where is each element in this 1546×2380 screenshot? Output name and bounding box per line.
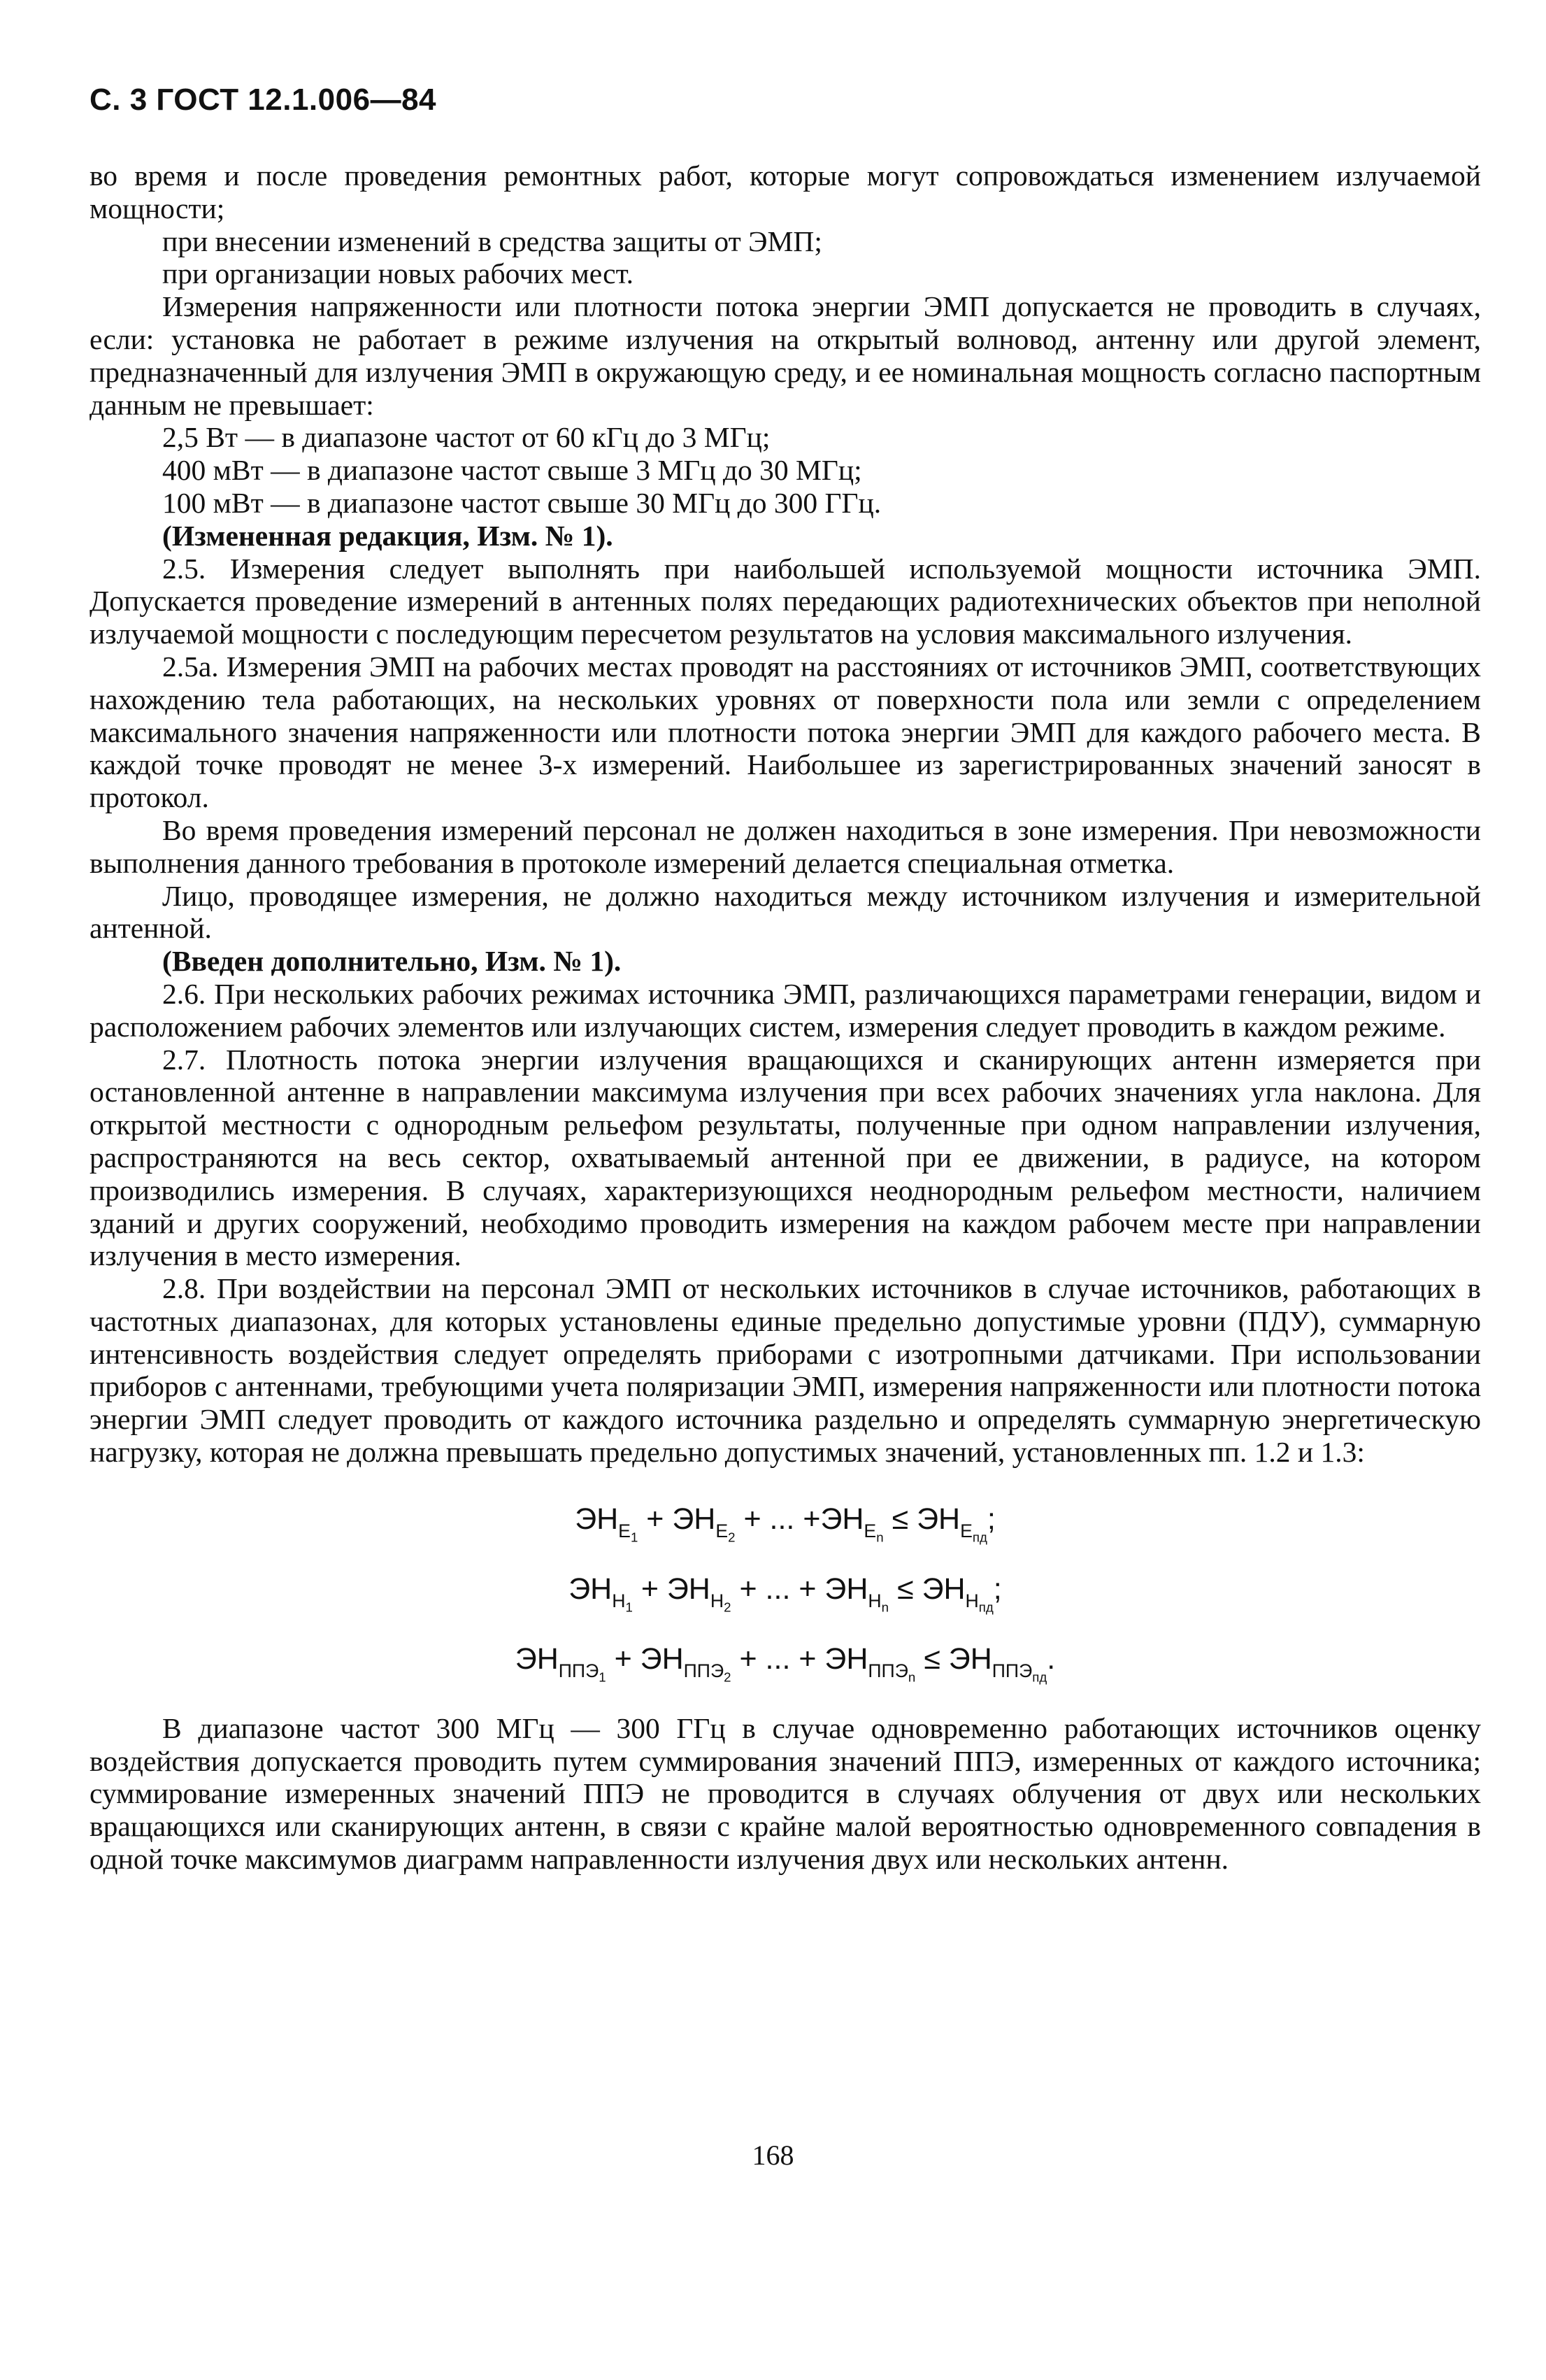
- paragraph: В диапазоне частот 300 МГц — 300 ГГц в случае одновременно работающих источников оценку воздействия допускается проводить путем суммирования значений ППЭ, измеренных от каждого источника; суммирование измеренных значений ППЭ не проводится в случаях облучения от двух или нескольких вращающихся или сканирующих антенн, в связи с крайне малой вероятностью одновременного совпадения в одной точке максимумов диаграмм направленности излучения двух или нескольких антенн.: [90, 1711, 1481, 1876]
- paragraph: при внесении изменений в средства защиты от ЭМП;: [162, 225, 822, 257]
- paragraph: Во время проведения измерений персонал не должен находиться в зоне измерения. При невозможности выполнения данного требования в протоколе измерений делается специальная отметка.: [90, 813, 1481, 879]
- paragraph: Лицо, проводящее измерения, не должно находиться между источником излучения и измерительной антенной.: [90, 879, 1481, 945]
- paragraph: во время и после проведения ремонтных работ, которые могут сопровождаться изменением излучаемой мощности;: [90, 159, 1481, 225]
- clause-2-5a: 2.5а. Измерения ЭМП на рабочих местах проводят на расстояниях от источников ЭМП, соответствующих нахождению тела работающих, на нескольких уровнях от поверхности пола или земли с определением максимального значения напряженности или плотности потока энергии ЭМП для каждого рабочего места. В каждой точке проводят не менее 3-х измерений. Наибольшее из зарегистрированных значений заносят в протокол.: [90, 650, 1481, 814]
- page-number: 168: [752, 2139, 794, 2171]
- clause-2-7: 2.7. Плотность потока энергии излучения вращающихся и сканирующих антенн измеряется при остановленной антенне в направлении максимума излучения при всех рабочих значениях угла наклона. Для открытой местности с однородным рельефом результаты, полученные при одном направлении излучения, распространяются на весь сектор, охватываемый антенной при ее движении, в радиусе, на котором производились измерения. В случаях, характеризующихся неоднородным рельефом местности, наличием зданий и других сооружений, необходимо проводить измерения на каждом рабочем месте при направлении излучения в место измерения.: [90, 1043, 1481, 1272]
- formula-block: [90, 1484, 1481, 1694]
- list-item: 100 мВт — в диапазоне частот свыше 30 МГц до 300 ГГц.: [162, 486, 882, 519]
- amendment-note: (Измененная редакция, Изм. № 1).: [162, 519, 613, 552]
- formula-e: $ЭН_{E_1} + ЭН_{E_2}$ + ... $+ЭН_{E_n} \le ЭН_{E_{пд}}$;: [575, 1502, 996, 1545]
- paragraph: при организации новых рабочих мест.: [162, 257, 634, 290]
- paragraph: Измерения напряженности или плотности потока энергии ЭМП допускается не проводить в случаях, если: установка не работает в режиме излучения на открытый волновод, антенну или другой элемент, предназначенный для излучения ЭМП в окружающую среду, и ее номинальная мощность согласно паспортным данным не превышает:: [90, 290, 1481, 421]
- page-header: С. 3 ГОСТ 12.1.006—84: [90, 83, 437, 117]
- clause-2-5: 2.5. Измерения следует выполнять при наибольшей используемой мощности источника ЭМП. Допускается проведение измерений в антенных полях передающих радиотехнических объектов при неполной излучаемой мощности с последующим пересчетом результатов на условия максимального излучения.: [90, 552, 1481, 650]
- list-item: 400 мВт — в диапазоне частот свыше 3 МГц до 30 МГц;: [162, 454, 862, 487]
- formula-pps: $ЭН_{ППЭ_1} + ЭН_{ППЭ_2}$ + ... + $ЭН_{ППЭ_n} \le ЭН_{ППЭ_{пд}}$.: [515, 1641, 1056, 1685]
- formula-h: $ЭН_{H_1} + ЭН_{H_2}$ + ... + $ЭН_{H_n} \le ЭН_{H_{пд}}$;: [568, 1572, 1002, 1615]
- clause-2-8: 2.8. При воздействии на персонал ЭМП от нескольких источников в случае источников, работающих в частотных диапазонах, для которых установлены единые предельно допустимые уровни (ПДУ), суммарную интенсивность воздействия следует определять приборами с изотропными датчиками. При использовании приборов с антеннами, требующими учета поляризации ЭМП, измерения напряженности или плотности потока энергии ЭМП следует проводить от каждого источника раздельно и определять суммарную энергетическую нагрузку, которая не должна превышать предельно допустимых значений, установленных пп. 1.2 и 1.3:: [90, 1272, 1481, 1469]
- clause-2-6: 2.6. При нескольких рабочих режимах источника ЭМП, различающихся параметрами генерации, видом и расположением рабочих элементов или излучающих систем, измерения следует проводить в каждом режиме.: [90, 977, 1481, 1043]
- amendment-note: (Введен дополнительно, Изм. № 1).: [162, 945, 622, 978]
- document-body: [90, 159, 1481, 1876]
- list-item: 2,5 Вт — в диапазоне частот от 60 кГц до 3 МГц;: [162, 421, 771, 454]
